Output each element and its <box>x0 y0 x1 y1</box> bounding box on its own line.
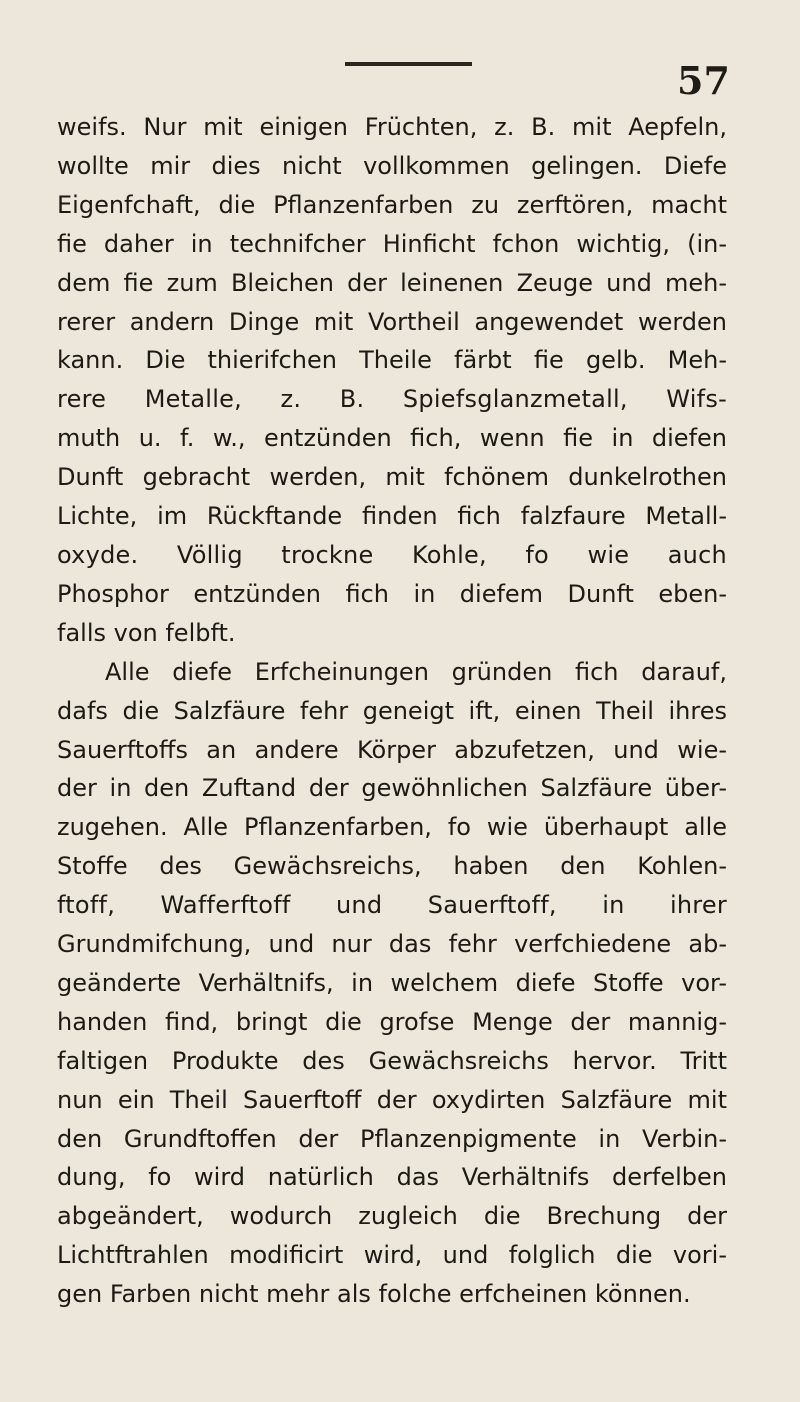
text-line: gen Farben nicht mehr als folche erfcheinen können. <box>57 1280 691 1309</box>
text-line: falls von felbft. <box>57 618 236 647</box>
text-line: muth u. f. w., entzünden fich, wenn fie in diefen <box>57 424 727 453</box>
page-number: 57 <box>677 58 730 103</box>
text-line: dafs die Salzfäure fehr geneigt ift, einen Theil ihres <box>57 696 727 725</box>
text-line: kann. Die thierifchen Theile färbt fie gelb. Meh- <box>57 346 727 375</box>
text-line: Lichte, im Rückftande finden fich falzfaure Metall- <box>57 502 727 531</box>
text-line: Sauerftoffs an andere Körper abzufetzen, und wie- <box>57 735 727 764</box>
text-line: der in den Zuftand der gewöhnlichen Salzfäure über- <box>57 774 727 803</box>
text-line: Stoffe des Gewächsreichs, haben den Kohlen- <box>57 852 727 881</box>
text-line: Grundmifchung, und nur das fehr verfchiedene ab- <box>57 930 727 959</box>
text-line: fie daher in technifcher Hinficht fchon wichtig, (in- <box>57 229 727 258</box>
text-line: nun ein Theil Sauerftoff der oxydirten Salzfäure mit <box>57 1085 727 1114</box>
header-rule <box>345 62 472 66</box>
text-line: Alle diefe Erfcheinungen gründen fich darauf, <box>105 657 727 686</box>
text-line: zugehen. Alle Pflanzenfarben, fo wie überhaupt alle <box>57 813 727 842</box>
text-line: wollte mir dies nicht vollkommen gelingen. Diefe <box>57 151 727 180</box>
text-line: rerer andern Dinge mit Vortheil angewendet werden <box>57 307 727 336</box>
text-line: Dunft gebracht werden, mit fchönem dunkelrothen <box>57 463 727 492</box>
text-line: Eigenfchaft, die Pflanzenfarben zu zerftören, macht <box>57 190 727 219</box>
text-line: abgeändert, wodurch zugleich die Brechung der <box>57 1202 727 1231</box>
text-line: dem fie zum Bleichen der leinenen Zeuge und meh- <box>57 268 727 297</box>
text-line: Lichtftrahlen modificirt wird, und folglich die vori- <box>57 1241 727 1270</box>
text-line: Phosphor entzünden fich in diefem Dunft eben- <box>57 579 727 608</box>
text-line: faltigen Produkte des Gewächsreichs hervor. Tritt <box>57 1046 727 1075</box>
text-line: handen find, bringt die grofse Menge der mannig- <box>57 1007 727 1036</box>
text-line: den Grundftoffen der Pflanzenpigmente in Verbin- <box>57 1124 727 1153</box>
text-line: rere Metalle, z. B. Spiefsglanzmetall, Wifs- <box>57 385 727 414</box>
text-line: oxyde. Völlig trockne Kohle, fo wie auch <box>57 540 727 569</box>
text-line: ftoff, Wafferftoff und Sauerftoff, in ihrer <box>57 891 727 920</box>
text-line: weifs. Nur mit einigen Früchten, z. B. mit Aepfeln, <box>57 113 727 141</box>
text-line: geänderte Verhältnifs, in welchem diefe Stoffe vor- <box>57 968 727 997</box>
body-text <box>57 108 727 1314</box>
text-line: dung, fo wird natürlich das Verhältnifs derfelben <box>57 1163 727 1192</box>
